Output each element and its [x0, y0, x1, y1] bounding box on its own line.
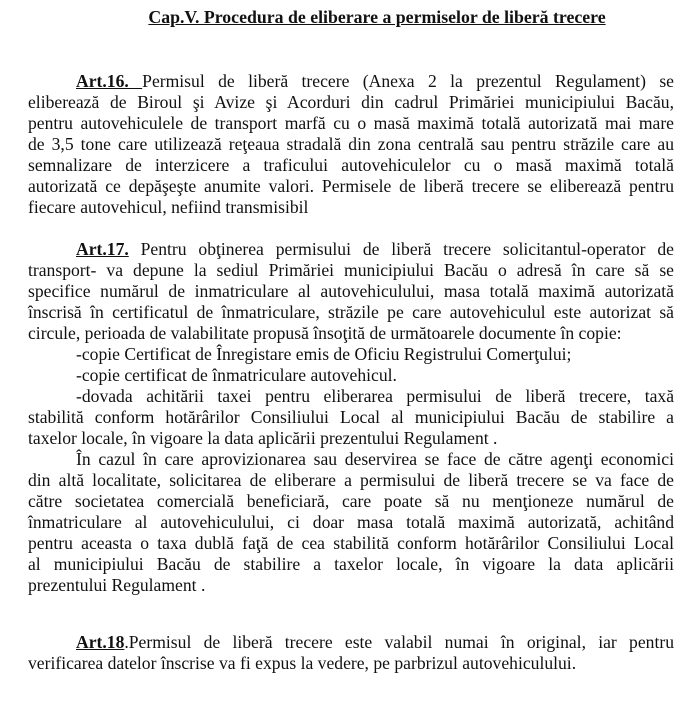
article-18-label: Art.18	[76, 632, 125, 652]
article-17-label: Art.17.	[76, 239, 129, 259]
article-18	[28, 632, 674, 674]
article-18-line: verificarea datelor înscrise va fi expus la vedere, pe parbrizul autovehiculului.	[28, 653, 577, 673]
article-16-line: pentru autovehiculele de transport marfă cu o masă maximă totală autorizată mai mare	[28, 113, 674, 133]
article-17-paragraph-2-line: către societatea comercială beneficiară, care poate să nu menţioneze numărul de	[28, 491, 674, 511]
article-16-label: Art.16.	[76, 71, 143, 91]
article-16-line: de 3,5 tone care utilizează reţeaua stradală din zona centrală sau pentru străzile care au	[28, 134, 674, 154]
article-17-paragraph-2-line: al municipiului Bacău de stabilire a taxelor locale, în vigoare la data aplicării	[28, 554, 674, 574]
article-17-paragraph-2-line: pentru aceasta o taxa dublă faţă de cea stabilită conform hotărârilor Consiliului Local	[28, 533, 674, 553]
article-17-paragraph-2-line: înmatriculare al autovehiculului, ci doar masa totală maximă autorizată, achitând	[28, 512, 674, 532]
chapter-title: Cap.V. Procedura de eliberare a permiselor de liberă trecere	[148, 7, 606, 27]
article-16	[28, 71, 674, 218]
article-17	[28, 239, 674, 596]
article-18-line: Art.18.Permisul de liberă trecere este valabil numai în original, iar pentru	[76, 632, 674, 652]
article-17-line: înscrisă în certificatul de înmatriculare, străzile pe care autovehiculul este autorizat să	[28, 302, 674, 322]
article-16-line: autorizată ce depăşeşte anumite valori. Permisele de liberă trecere se eliberează pentru	[28, 176, 674, 196]
required-document-item: -dovada achitării taxei pentru eliberarea permisului de liberă trecere, taxă	[76, 386, 674, 406]
required-document-item: -copie certificat de înmatriculare autovehicul.	[76, 365, 397, 385]
article-17-line: circule, perioada de valabilitate propusă însoţită de următoarele documente în copie:	[28, 323, 622, 343]
article-16-line: eliberează de Biroul şi Avize şi Acorduri din cadrul Primăriei municipiului Bacău,	[28, 92, 674, 112]
article-17-paragraph-2-line: din altă localitate, solicitarea de eliberare a permisului de liberă trecere se va face de	[28, 470, 674, 490]
article-16-line: fiecare autovehicul, nefiind transmisibil	[28, 197, 309, 217]
article-17-paragraph-2-line: În cazul în care aprovizionarea sau deservirea se face de către agenţi economici	[76, 449, 674, 469]
article-17-line: Art.17. Pentru obţinerea permisului de liberă trecere solicitantul-operator de	[76, 239, 674, 259]
article-16-line: semnalizare de interzicere a traficului autovehiculelor cu o masă maximă totală	[28, 155, 674, 175]
article-17-line: specifice numărul de inmatriculare al autovehiculului, masa totală maximă autorizată	[28, 281, 674, 301]
required-document-item-continuation: stabilită conform hotărârilor Consiliului Local al municipiului Bacău de stabilire a	[28, 407, 674, 427]
required-document-item-continuation: taxelor locale, în vigoare la data aplicării prezentului Regulament .	[28, 428, 498, 448]
article-17-paragraph-2-line: prezentului Regulament .	[28, 575, 206, 595]
required-document-item: -copie Certificat de Înregistare emis de Oficiu Registrului Comerţului;	[76, 344, 572, 364]
article-17-line: transport- va depune la sediul Primăriei municipiului Bacău o adresă în care să se	[28, 260, 674, 280]
article-16-line: Art.16. Permisul de liberă trecere (Anexa 2 la prezentul Regulament) se	[76, 71, 674, 91]
